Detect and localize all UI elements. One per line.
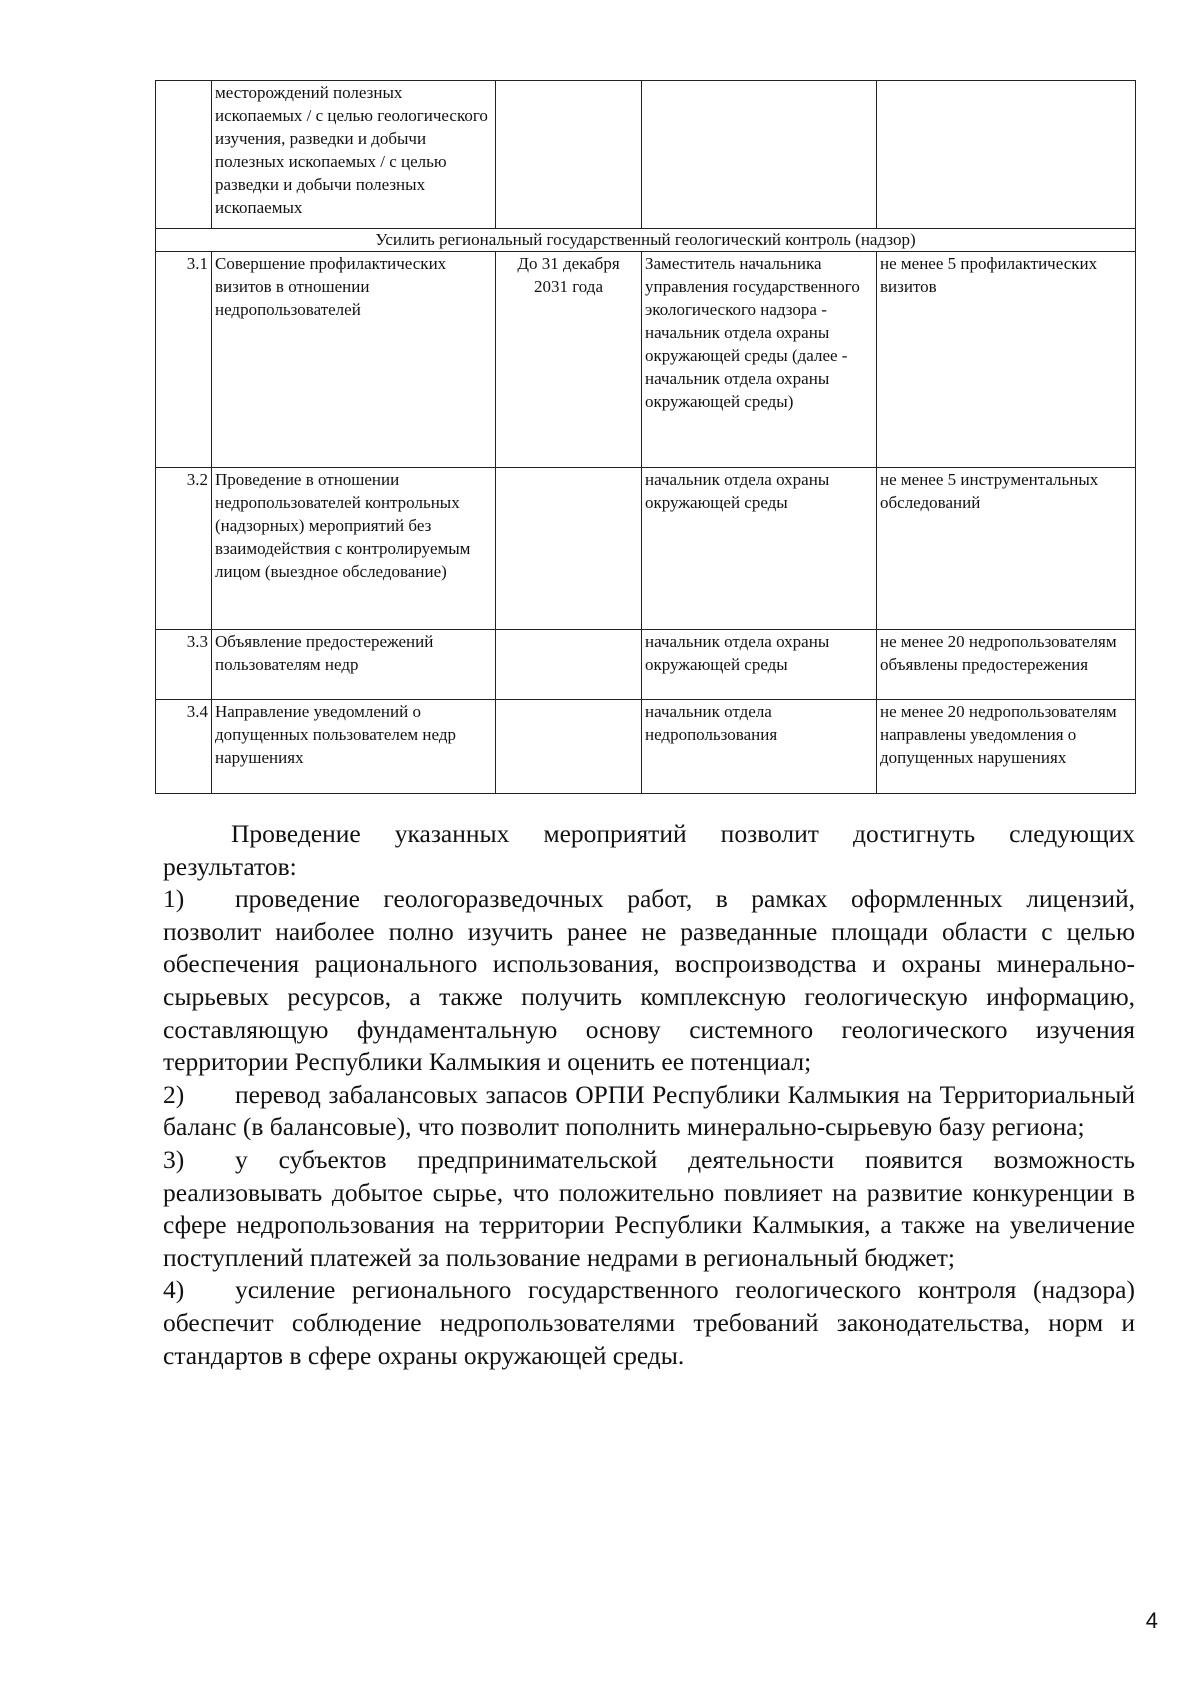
cell-responsible: начальник отдела охраны окружающей среды xyxy=(642,468,877,630)
table-row xyxy=(156,252,1136,468)
cell-name: Направление уведомлений о допущенных пользователем недр нарушениях xyxy=(212,700,496,794)
cell-result: не менее 5 профилактических визитов xyxy=(877,252,1136,468)
item-text: у субъектов предпринимательской деятельности появится возможность реализовывать добытое сырье, что положительно повлияет на развитие конкуренции в сфере недропользования на территории Республики Калмыкия, а также на увеличение поступлений платежей за пользование недрами в региональный бюджет; xyxy=(163,1144,1135,1272)
results-text xyxy=(163,818,1135,1372)
table-row xyxy=(156,468,1136,630)
measures-table xyxy=(155,80,1136,794)
cell-responsible: начальник отдела охраны окружающей среды xyxy=(642,630,877,700)
result-item xyxy=(163,1079,1135,1144)
item-number: 1) xyxy=(163,884,185,914)
intro-paragraph: Проведение указанных мероприятий позволит достигнуть следующих результатов: xyxy=(163,819,1135,881)
result-item xyxy=(163,1274,1135,1372)
cell-num: 3.3 xyxy=(156,630,212,700)
cell-deadline xyxy=(496,700,642,794)
cell-num: 3.4 xyxy=(156,700,212,794)
cell-name: месторождений полезных ископаемых / с целью геологического изучения, разведки и добычи полезных ископаемых / с целью разведки и добычи полезных ископаемых xyxy=(212,81,496,229)
cell-responsible xyxy=(642,81,877,229)
cell-responsible: начальник отдела недропользования xyxy=(642,700,877,794)
table-section-row xyxy=(156,229,1136,252)
cell-deadline xyxy=(496,468,642,630)
table-row xyxy=(156,630,1136,700)
item-number: 2) xyxy=(163,1079,185,1109)
cell-result: не менее 20 недропользователям направлены уведомления о допущенных нарушениях xyxy=(877,700,1136,794)
cell-deadline xyxy=(496,81,642,229)
cell-name: Объявление предостережений пользователям недр xyxy=(212,630,496,700)
cell-result: не менее 20 недропользователям объявлены предостережения xyxy=(877,630,1136,700)
result-item xyxy=(163,883,1135,1079)
item-number: 4) xyxy=(163,1275,185,1305)
cell-num xyxy=(156,81,212,229)
item-text: усиление регионального государственного геологического контроля (надзора) обеспечит соблюдение недропользователями требований законодательства, норм и стандартов в сфере охраны окружающей среды. xyxy=(163,1275,1135,1370)
cell-responsible: Заместитель начальника управления государственного экологического надзора - начальник отдела охраны окружающей среды (далее - начальник отдела охраны окружающей среды) xyxy=(642,252,877,468)
cell-num: 3.2 xyxy=(156,468,212,630)
result-item xyxy=(163,1144,1135,1274)
table-row-continuation xyxy=(156,81,1136,229)
item-text: проведение геологоразведочных работ, в рамках оформленных лицензий, позволит наиболее полно изучить ранее не разведанные площади области с целью обеспечения рационального использования, воспроизводства и охраны минерально-сырьевых ресурсов, а также получить комплексную геологическую информацию, составляющую фундаментальную основу системного геологического изучения территории Республики Калмыкия и оценить ее потенциал; xyxy=(163,884,1135,1077)
cell-num: 3.1 xyxy=(156,252,212,468)
cell-name: Проведение в отношении недропользователей контрольных (надзорных) мероприятий без взаимодействия с контролируемым лицом (выездное обследование) xyxy=(212,468,496,630)
cell-name: Совершение профилактических визитов в отношении недропользователей xyxy=(212,252,496,468)
table-row xyxy=(156,700,1136,794)
item-text: перевод забалансовых запасов ОРПИ Республики Калмыкия на Территориальный баланс (в балансовые), что позволит пополнить минерально-сырьевую базу региона; xyxy=(163,1079,1135,1142)
cell-result xyxy=(877,81,1136,229)
cell-deadline xyxy=(496,630,642,700)
cell-deadline: До 31 декабря 2031 года xyxy=(496,252,642,468)
cell-result: не менее 5 инструментальных обследований xyxy=(877,468,1136,630)
page-number: 4 xyxy=(1145,1608,1158,1633)
section-title: Усилить региональный государственный геологический контроль (надзор) xyxy=(156,229,1136,252)
item-number: 3) xyxy=(163,1144,185,1174)
